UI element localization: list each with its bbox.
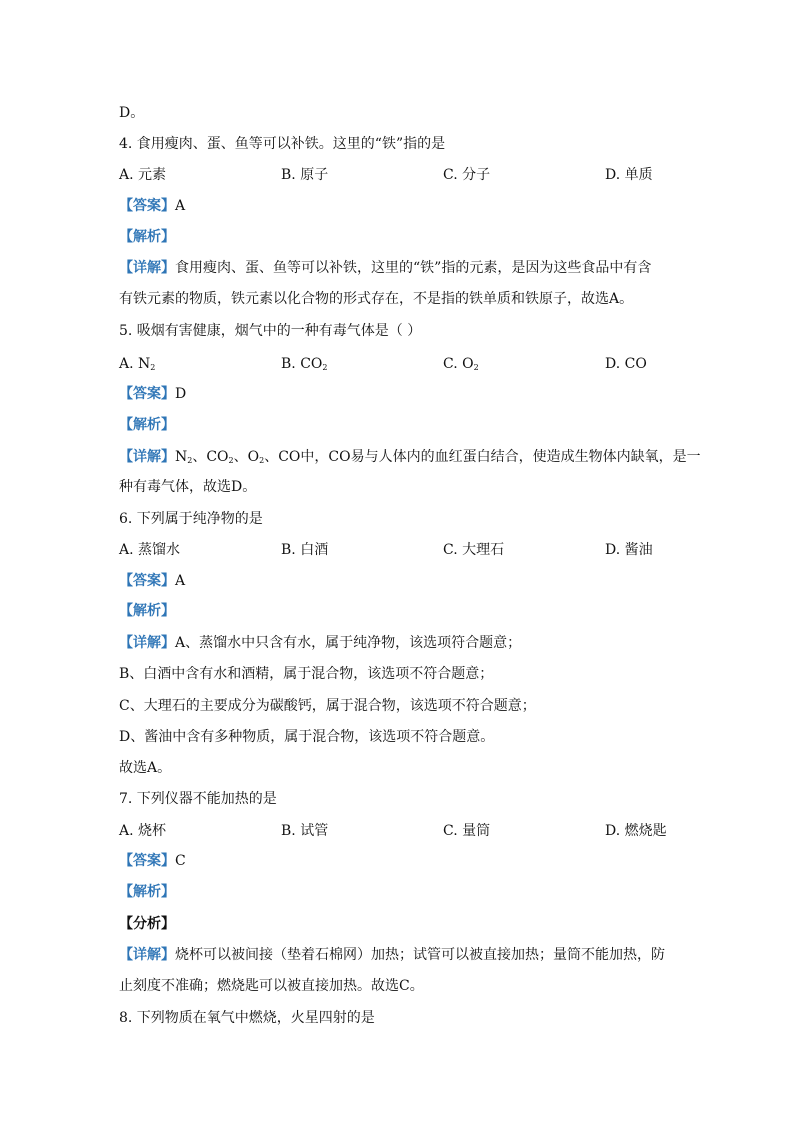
analysis-tag: 【解析】: [119, 884, 175, 900]
formula-n2: N: [175, 449, 188, 465]
q6-option-a: A. 蒸馏水: [119, 542, 181, 558]
q4-answer: [119, 196, 185, 216]
q4-analysis-tag: [119, 227, 175, 247]
q5-option-b: [281, 354, 327, 378]
answer-tag: 【答案】: [119, 198, 175, 214]
q4-detail-line-2: 有铁元素的物质，铁元素以化合物的形式存在，不是指的铁单质和铁原子，故选A。: [119, 291, 634, 307]
q8-stem: 8. 下列物质在氧气中燃烧，火星四射的是: [119, 1010, 375, 1026]
formula-co2: 、CO: [192, 449, 229, 465]
q4-option-a: A. 元素: [119, 167, 167, 183]
answer-tag: 【答案】: [119, 853, 175, 869]
q7-option-d: D. 燃烧匙: [605, 823, 667, 839]
subscript: 2: [259, 456, 265, 465]
analysis-tag: 【解析】: [119, 417, 175, 433]
q6-detail-line-c: C、大理石的主要成分为碳酸钙，属于混合物，该选项不符合题意；: [119, 698, 536, 714]
q6-analysis-tag: [119, 601, 175, 621]
q7-analysis-tag: [119, 882, 175, 902]
answer-value: A: [175, 573, 186, 589]
q4-stem: 4. 食用瘦肉、蛋、鱼等可以补铁。这里的“铁”指的是: [119, 136, 446, 152]
q5-detail-line-1: [119, 447, 701, 471]
detail-text: 、CO中，CO易与人体内的血红蛋白结合，使造成生物体内缺氧，是一: [264, 449, 701, 465]
q4-detail-line-1: [119, 258, 651, 278]
q6-detail-line-1: [119, 633, 521, 653]
q7-option-a: A. 烧杯: [119, 823, 167, 839]
formula-o2: 、O: [233, 449, 260, 465]
q6-answer: [119, 571, 185, 591]
fenxi-tag: 【分析】: [119, 916, 175, 932]
q7-option-c: C. 量筒: [443, 823, 491, 839]
q6-option-d: D. 酱油: [605, 542, 653, 558]
analysis-tag: 【解析】: [119, 229, 175, 245]
q7-detail-line-2: 止刻度不准确；燃烧匙可以被直接加热。故选C。: [119, 978, 424, 994]
q6-stem: 6. 下列属于纯净物的是: [119, 511, 263, 527]
detail-text: 食用瘦肉、蛋、鱼等可以补铁，这里的“铁”指的元素，是因为这些食品中有含: [175, 260, 652, 276]
q5-option-c: [443, 354, 479, 378]
subscript: 2: [228, 456, 234, 465]
answer-value: A: [175, 198, 186, 214]
option-text: C. O: [443, 356, 474, 372]
subscript: 2: [322, 363, 328, 372]
q6-detail-line-d: D、酱油中含有多种物质，属于混合物，该选项不符合题意。: [119, 729, 495, 745]
detail-text: 烧杯可以被间接（垫着石棉网）加热；试管可以被直接加热；量筒不能加热，防: [175, 947, 665, 963]
q6-option-b: B. 白酒: [281, 542, 329, 558]
subscript: 2: [473, 363, 479, 372]
q6-conclusion: 故选A。: [119, 760, 172, 776]
q5-option-d: D. CO: [605, 356, 647, 372]
q5-option-a: [119, 354, 155, 378]
detail-text: A、蒸馏水中只含有水，属于纯净物，该选项符合题意；: [175, 635, 522, 651]
option-text: A. N: [119, 356, 151, 372]
analysis-tag: 【解析】: [119, 603, 175, 619]
option-text: B. CO: [281, 356, 323, 372]
detail-tag: 【详解】: [119, 449, 175, 465]
answer-value: D: [175, 386, 187, 402]
q4-option-b: B. 原子: [281, 167, 329, 183]
q5-detail-line-2: 种有毒气体，故选D。: [119, 479, 257, 495]
subscript: 2: [150, 363, 156, 372]
q7-fenxi-tag: [119, 914, 175, 934]
answer-tag: 【答案】: [119, 386, 175, 402]
subscript: 2: [187, 456, 193, 465]
q3-answer-tail: D。: [119, 105, 145, 121]
detail-tag: 【详解】: [119, 260, 175, 276]
q6-option-c: C. 大理石: [443, 542, 505, 558]
q7-answer: [119, 851, 186, 871]
q7-option-b: B. 试管: [281, 823, 329, 839]
answer-tag: 【答案】: [119, 573, 175, 589]
q7-stem: 7. 下列仪器不能加热的是: [119, 791, 277, 807]
q6-detail-line-b: B、白酒中含有水和酒精，属于混合物，该选项不符合题意；: [119, 666, 494, 682]
q4-option-c: C. 分子: [443, 167, 491, 183]
detail-tag: 【详解】: [119, 947, 175, 963]
detail-tag: 【详解】: [119, 635, 175, 651]
q5-answer: [119, 384, 186, 404]
q5-analysis-tag: [119, 415, 175, 435]
q4-option-d: D. 单质: [605, 167, 653, 183]
answer-value: C: [175, 853, 186, 869]
q5-stem: 5. 吸烟有害健康，烟气中的一种有毒气体是（ ）: [119, 323, 422, 339]
q7-detail-line-1: [119, 945, 665, 965]
